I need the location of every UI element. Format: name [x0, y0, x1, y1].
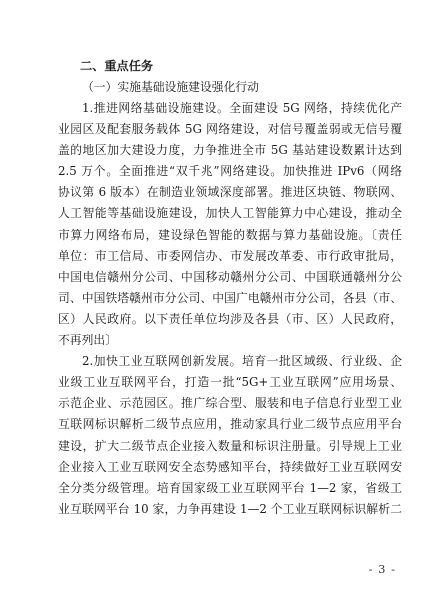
paragraph-line: 企业接入工业互联网安全态势感知平台，持续做好工业互联网安	[58, 459, 402, 474]
paragraph-line: 互联网标识解析二级节点应用，推动家具行业二级节点应用平台	[58, 417, 402, 432]
paragraph-line: 建设，扩大二级节点企业接入数量和标识注册量。引导规上工业	[58, 438, 402, 453]
paragraph-line: 司、中国铁塔赣州市分公司、中国广电赣州市分公司，各县（市、	[58, 290, 402, 305]
paragraph-line: 协议第 6 版本）在制造业领域深度部署。推进区块链、物联网、	[58, 185, 402, 200]
paragraph-line: 区）人民政府。以下责任单位均涉及各县（市、区）人民政府，	[58, 311, 402, 326]
paragraph-line: 中国电信赣州分公司、中国移动赣州分公司、中国联通赣州分公	[58, 269, 402, 284]
paragraph-line: 业级工业互联网平台，打造一批“5G+工业互联网”应用场景、	[58, 375, 402, 390]
paragraph-line: 单位：市工信局、市委网信办、市发展改革委、市行政审批局，	[58, 248, 402, 263]
page-number: - 3 -	[368, 562, 396, 576]
paragraph-line: 2.5 万个。全面推进“双千兆”网络建设。加快推进 IPv6（网络	[58, 164, 402, 179]
paragraph-line: 业园区及配套服务载体 5G 网络建设，对信号覆盖弱或无信号覆	[58, 122, 402, 137]
paragraph-line: 盖的地区加大建设力度，力争推进全市 5G 基站建设数累计达到	[58, 143, 402, 158]
section-heading: 二、重点任务	[80, 59, 154, 73]
subsection-heading: （一）实施基础设施建设强化行动	[82, 80, 259, 94]
document-body	[58, 56, 402, 520]
paragraph-line: 业互联网平台 10 家，力争再建设 1—2 个工业互联网标识解析二	[58, 501, 402, 516]
paragraph-line: 1.推进网络基础设施建设。全面建设 5G 网络，持续优化产	[82, 101, 402, 115]
paragraph-line: 不再列出〕	[58, 333, 117, 348]
paragraph-network-infrastructure	[58, 98, 402, 351]
paragraph-line: 市算力网络布局，建设绿色智能的数据与算力基础设施。〔责任	[58, 227, 402, 242]
paragraph-line: 人工智能等基础设施建设，加快人工智能算力中心建设，推动全	[58, 206, 402, 221]
paragraph-line: 2.加快工业互联网创新发展。培育一批区域级、行业级、企	[82, 354, 402, 369]
paragraph-line: 示范企业、示范园区。推广综合型、服装和电子信息行业型工业	[58, 396, 402, 411]
paragraph-line: 全分类分级管理。培育国家级工业互联网平台 1—2 家，省级工	[58, 480, 402, 495]
paragraph-industrial-internet	[58, 351, 402, 520]
